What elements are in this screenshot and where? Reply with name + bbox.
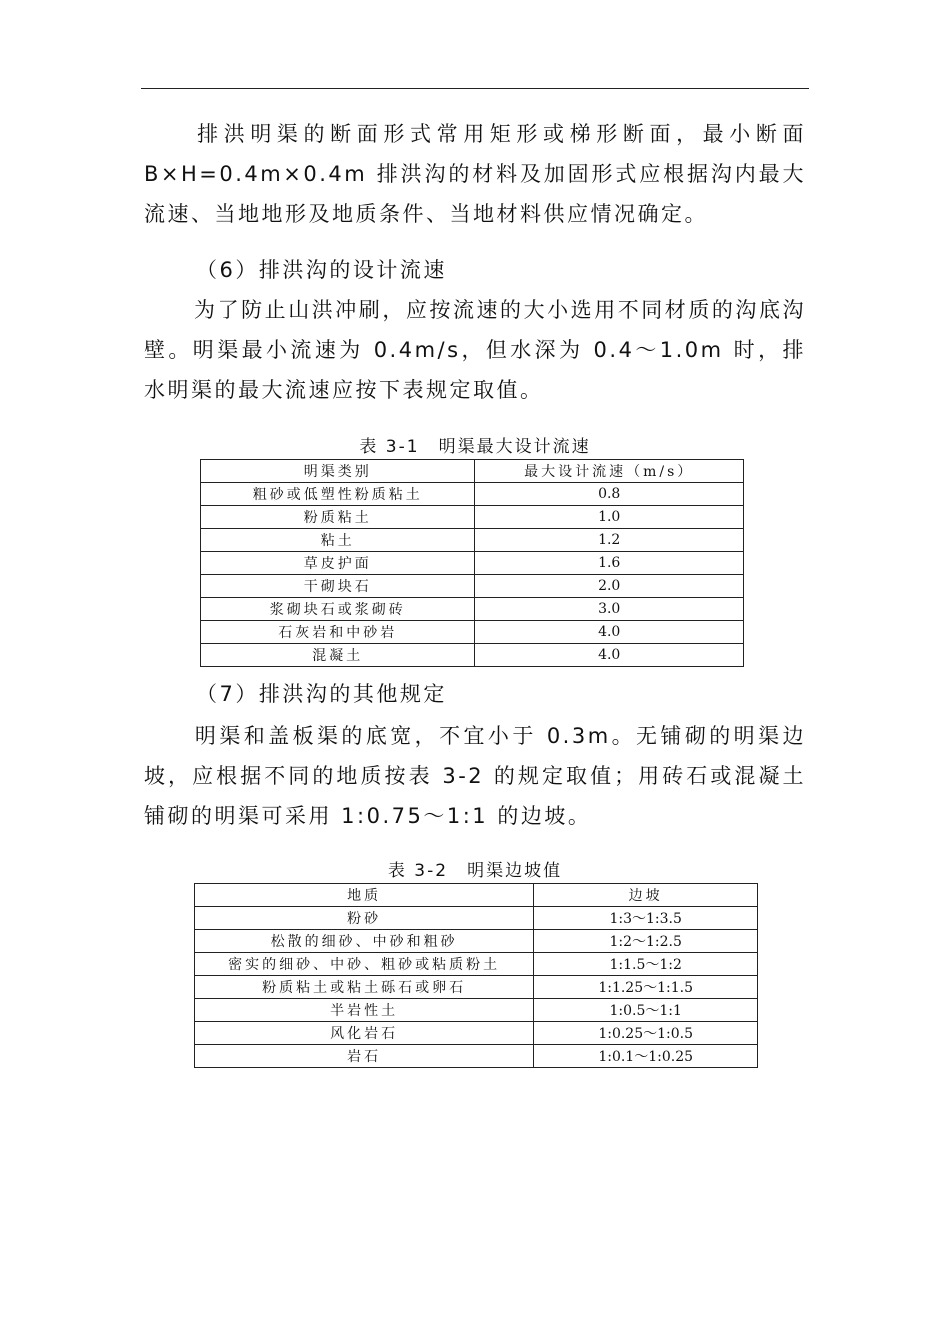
table-cell: 草皮护面 [201,552,475,575]
table-row [195,953,758,976]
table-header-row [201,460,744,483]
table-cell: 粉砂 [195,907,534,930]
table-cell: 1.6 [475,552,744,575]
table-cell: 1.0 [475,506,744,529]
table-row [201,575,744,598]
table1-caption: 表 3-1 明渠最大设计流速 [359,437,591,457]
table-row [201,483,744,506]
paragraph-velocity: 为了防止山洪冲刷，应按流速的大小选用不同材质的沟底沟壁。明渠最小流速为 0.4m/s，但水深为 0.4～1.0m 时，排水明渠的最大流速应按下表规定取值。 [144,298,806,402]
table-cell: 粘土 [201,529,475,552]
table-cell: 1:0.25～1:0.5 [534,1022,758,1045]
table-row [195,976,758,999]
table-cell: 混凝土 [201,644,475,667]
table-cell: 2.0 [475,575,744,598]
table-cell: 1:1.5～1:2 [534,953,758,976]
table-row [201,506,744,529]
table-row [195,1022,758,1045]
table-cell: 石灰岩和中砂岩 [201,621,475,644]
table-cell: 岩石 [195,1045,534,1068]
table-header-cell: 地质 [195,884,534,907]
table-cell: 密实的细砂、中砂、粗砂或粘质粉土 [195,953,534,976]
table-cell: 3.0 [475,598,744,621]
heading-design-velocity: （6）排洪沟的设计流速 [196,258,447,282]
table-cell: 半岩性土 [195,999,534,1022]
table-cell: 粉质粘土或粘土砾石或卵石 [195,976,534,999]
heading-other-rules: （7）排洪沟的其他规定 [196,682,447,706]
table-cell: 粉质粘土 [201,506,475,529]
table-row [195,1045,758,1068]
table-row [201,621,744,644]
table-cell: 粗砂或低塑性粉质粘土 [201,483,475,506]
paragraph-channel-width: 明渠和盖板渠的底宽，不宜小于 0.3m。无铺砌的明渠边坡，应根据不同的地质按表 3-2 的规定取值；用砖石或混凝土铺砌的明渠可采用 1:0.75～1:1 的边坡。 [144,724,806,828]
table-cell: 1:1.25～1:1.5 [534,976,758,999]
table-row [195,907,758,930]
table-cell: 1:0.1～1:0.25 [534,1045,758,1068]
table-row [195,999,758,1022]
table2-caption: 表 3-2 明渠边坡值 [387,861,563,881]
table-cell: 1:3～1:3.5 [534,907,758,930]
table-cell: 风化岩石 [195,1022,534,1045]
slope-table [194,883,758,1068]
table-row [195,930,758,953]
table-cell: 松散的细砂、中砂和粗砂 [195,930,534,953]
table-cell: 4.0 [475,621,744,644]
table-row [201,598,744,621]
table-header-row [195,884,758,907]
table-header-cell: 边坡 [534,884,758,907]
table-row [201,529,744,552]
max-velocity-table [200,459,744,667]
table-cell: 干砌块石 [201,575,475,598]
table-cell: 1:0.5～1:1 [534,999,758,1022]
table-cell: 4.0 [475,644,744,667]
table-cell: 1:2～1:2.5 [534,930,758,953]
table-cell: 浆砌块石或浆砌砖 [201,598,475,621]
table-header-cell: 明渠类别 [201,460,475,483]
table-row [201,644,744,667]
table-cell: 0.8 [475,483,744,506]
table-cell: 1.2 [475,529,744,552]
table-header-cell: 最大设计流速（m/s） [475,460,744,483]
paragraph-cross-section: 排洪明渠的断面形式常用矩形或梯形断面，最小断面 B×H=0.4m×0.4m 排洪沟的材料及加固形式应根据沟内最大流速、当地地形及地质条件、当地材料供应情况确定。 [144,122,806,226]
header-rule [141,88,809,89]
table-row [201,552,744,575]
